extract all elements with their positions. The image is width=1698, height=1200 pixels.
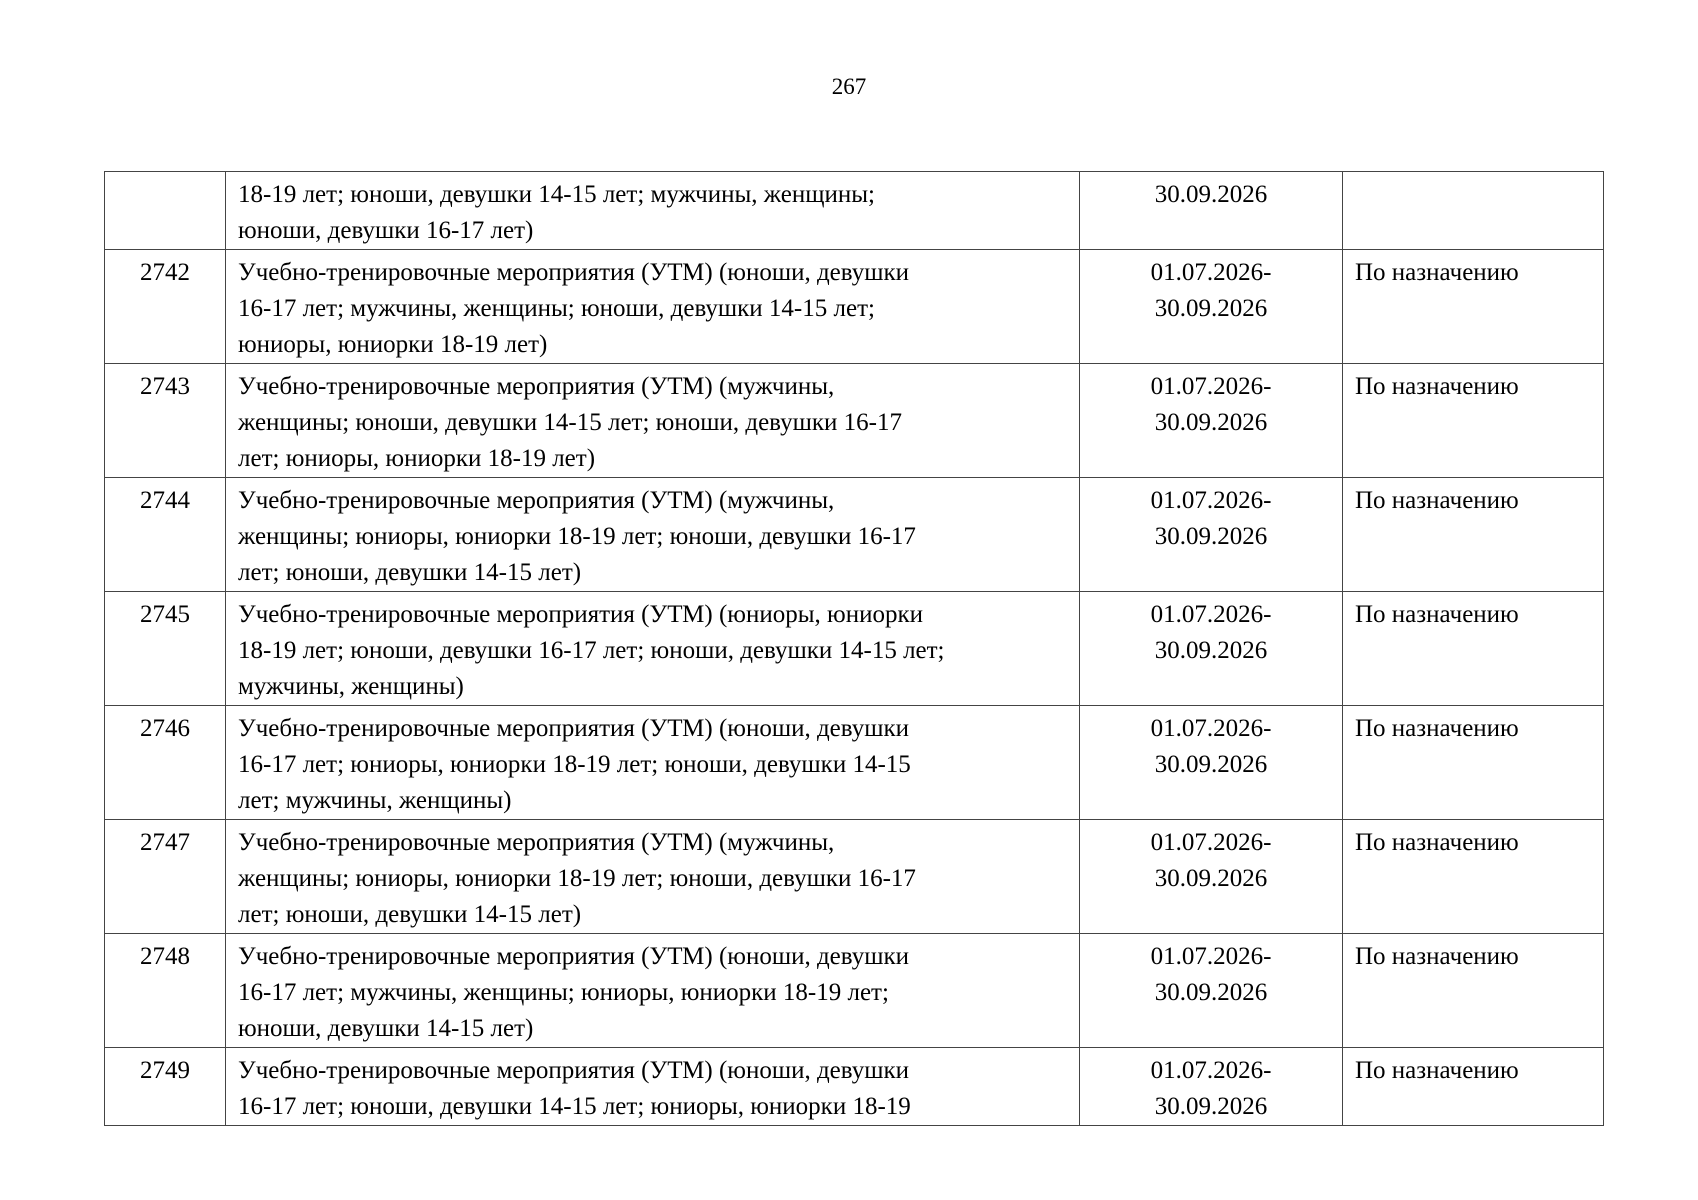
event-description-line: Учебно-тренировочные мероприятия (УТМ) (мужчины, xyxy=(238,487,835,514)
event-funding: По назначению xyxy=(1355,715,1519,742)
event-description-line: лет; юноши, девушки 14-15 лет) xyxy=(238,559,582,586)
event-description-line: юниоры, юниорки 18-19 лет) xyxy=(238,331,548,358)
event-number: 2746 xyxy=(140,715,190,742)
event-dates-cell xyxy=(1080,592,1343,706)
event-description-line: Учебно-тренировочные мероприятия (УТМ) (мужчины, xyxy=(238,373,835,400)
event-funding: По назначению xyxy=(1355,829,1519,856)
event-date-line: 30.09.2026 xyxy=(1154,637,1268,664)
page-number: 267 xyxy=(831,74,867,99)
event-funding: По назначению xyxy=(1355,943,1519,970)
event-description-cell xyxy=(226,478,1080,592)
event-date-line: 30.09.2026 xyxy=(1154,409,1268,436)
event-description-line: лет; юниоры, юниорки 18-19 лет) xyxy=(238,445,596,472)
event-date-line: 30.09.2026 xyxy=(1154,181,1268,208)
event-description-line: 16-17 лет; мужчины, женщины; юноши, девушки 14-15 лет; xyxy=(238,295,875,322)
event-description-line: лет; юноши, девушки 14-15 лет) xyxy=(238,901,582,928)
event-number-cell xyxy=(105,592,226,706)
event-date-line: 01.07.2026- xyxy=(1150,715,1272,742)
event-funding-cell xyxy=(1343,364,1604,478)
event-funding-cell xyxy=(1343,172,1604,250)
event-date-line: 30.09.2026 xyxy=(1154,1093,1268,1120)
event-date-line: 01.07.2026- xyxy=(1150,487,1272,514)
event-number-cell xyxy=(105,1048,226,1126)
event-funding-cell xyxy=(1343,934,1604,1048)
event-number: 2747 xyxy=(140,829,190,856)
event-description-cell xyxy=(226,592,1080,706)
event-number-cell xyxy=(105,478,226,592)
event-funding: По назначению xyxy=(1355,1057,1519,1084)
event-number: 2745 xyxy=(140,601,190,628)
event-date-line: 01.07.2026- xyxy=(1150,943,1272,970)
event-number: 2743 xyxy=(140,373,190,400)
event-date-line: 01.07.2026- xyxy=(1150,1057,1272,1084)
event-funding: По назначению xyxy=(1355,487,1519,514)
event-description-cell xyxy=(226,250,1080,364)
event-description-line: Учебно-тренировочные мероприятия (УТМ) (юниоры, юниорки xyxy=(238,601,923,628)
event-dates-cell xyxy=(1080,934,1343,1048)
table-row xyxy=(105,934,1604,1048)
table-row xyxy=(105,1048,1604,1126)
event-description-line: Учебно-тренировочные мероприятия (УТМ) (мужчины, xyxy=(238,829,835,856)
event-description-cell xyxy=(226,820,1080,934)
event-funding-cell xyxy=(1343,478,1604,592)
event-description-line: 16-17 лет; юноши, девушки 14-15 лет; юниоры, юниорки 18-19 xyxy=(238,1093,911,1120)
event-description-line: Учебно-тренировочные мероприятия (УТМ) (юноши, девушки xyxy=(238,715,910,742)
event-date-line: 30.09.2026 xyxy=(1154,865,1268,892)
event-number-cell xyxy=(105,820,226,934)
event-number: 2744 xyxy=(140,487,190,514)
table-row xyxy=(105,592,1604,706)
event-funding-cell xyxy=(1343,250,1604,364)
table-row xyxy=(105,478,1604,592)
table-row xyxy=(105,172,1604,250)
event-description-cell xyxy=(226,364,1080,478)
event-description-line: женщины; юниоры, юниорки 18-19 лет; юноши, девушки 16-17 xyxy=(238,865,916,892)
event-description-line: Учебно-тренировочные мероприятия (УТМ) (юноши, девушки xyxy=(238,1057,910,1084)
event-number-cell xyxy=(105,934,226,1048)
event-date-line: 01.07.2026- xyxy=(1150,601,1272,628)
event-description-cell xyxy=(226,934,1080,1048)
event-date-line: 30.09.2026 xyxy=(1154,523,1268,550)
event-description-cell xyxy=(226,1048,1080,1126)
event-description-line: женщины; юноши, девушки 14-15 лет; юноши, девушки 16-17 xyxy=(238,409,902,436)
event-number-cell xyxy=(105,364,226,478)
event-description-line: лет; мужчины, женщины) xyxy=(238,787,512,814)
event-number: 2748 xyxy=(140,943,190,970)
event-number: 2742 xyxy=(140,259,190,286)
table-row xyxy=(105,250,1604,364)
event-dates-cell xyxy=(1080,172,1343,250)
event-funding: По назначению xyxy=(1355,259,1519,286)
event-date-line: 30.09.2026 xyxy=(1154,751,1268,778)
event-funding-cell xyxy=(1343,592,1604,706)
event-funding-cell xyxy=(1343,820,1604,934)
event-description-line: 18-19 лет; юноши, девушки 14-15 лет; мужчины, женщины; xyxy=(238,181,875,208)
event-description-line: юноши, девушки 16-17 лет) xyxy=(238,217,534,244)
table-row xyxy=(105,706,1604,820)
event-date-line: 30.09.2026 xyxy=(1154,979,1268,1006)
event-description-cell xyxy=(226,706,1080,820)
event-funding: По назначению xyxy=(1355,601,1519,628)
event-description-line: юноши, девушки 14-15 лет) xyxy=(238,1015,534,1042)
event-dates-cell xyxy=(1080,820,1343,934)
event-description-line: 16-17 лет; мужчины, женщины; юниоры, юниорки 18-19 лет; xyxy=(238,979,889,1006)
event-dates-cell xyxy=(1080,364,1343,478)
event-description-cell xyxy=(226,172,1080,250)
event-description-line: 18-19 лет; юноши, девушки 16-17 лет; юноши, девушки 14-15 лет; xyxy=(238,637,945,664)
event-dates-cell xyxy=(1080,1048,1343,1126)
event-number: 2749 xyxy=(140,1057,190,1084)
event-description-line: женщины; юниоры, юниорки 18-19 лет; юноши, девушки 16-17 xyxy=(238,523,916,550)
event-number-cell xyxy=(105,706,226,820)
event-description-line: 16-17 лет; юниоры, юниорки 18-19 лет; юноши, девушки 14-15 xyxy=(238,751,911,778)
event-description-line: Учебно-тренировочные мероприятия (УТМ) (юноши, девушки xyxy=(238,259,910,286)
event-dates-cell xyxy=(1080,706,1343,820)
events-table-body xyxy=(105,172,1604,1126)
event-funding-cell xyxy=(1343,1048,1604,1126)
event-funding-cell xyxy=(1343,706,1604,820)
event-description-line: Учебно-тренировочные мероприятия (УТМ) (юноши, девушки xyxy=(238,943,910,970)
table-row xyxy=(105,364,1604,478)
table-row xyxy=(105,820,1604,934)
event-date-line: 01.07.2026- xyxy=(1150,259,1272,286)
events-table xyxy=(104,171,1604,1126)
event-date-line: 01.07.2026- xyxy=(1150,373,1272,400)
event-funding: По назначению xyxy=(1355,373,1519,400)
event-dates-cell xyxy=(1080,250,1343,364)
event-number-cell xyxy=(105,172,226,250)
event-dates-cell xyxy=(1080,478,1343,592)
event-date-line: 30.09.2026 xyxy=(1154,295,1268,322)
event-date-line: 01.07.2026- xyxy=(1150,829,1272,856)
event-number-cell xyxy=(105,250,226,364)
event-description-line: мужчины, женщины) xyxy=(238,673,464,700)
